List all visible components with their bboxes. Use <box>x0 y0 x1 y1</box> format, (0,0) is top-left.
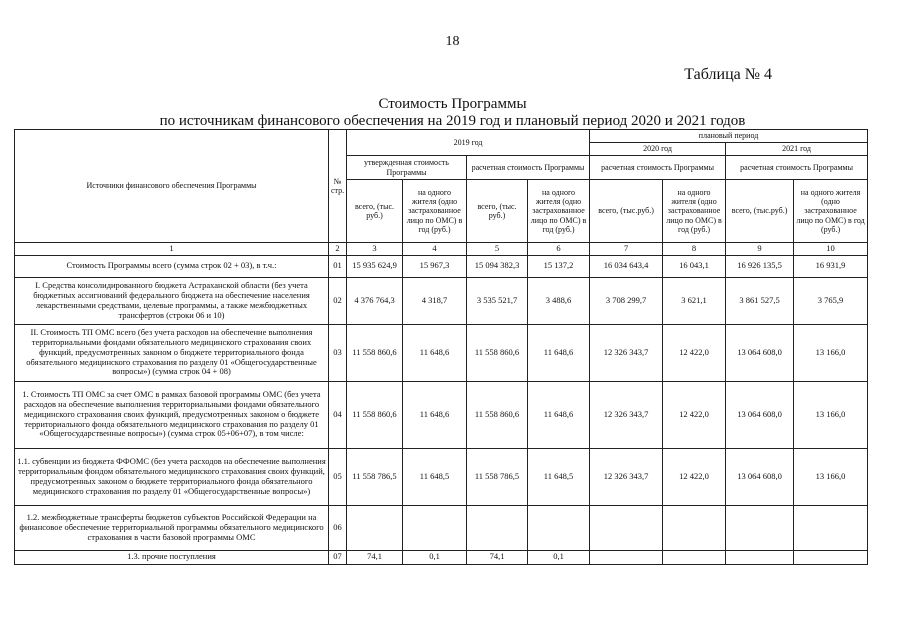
header-total-2019b: всего, (тыс. руб.) <box>467 180 528 243</box>
cell-value: 15 094 382,3 <box>467 255 528 277</box>
col-number: 7 <box>590 243 663 256</box>
cell-value <box>467 505 528 550</box>
col-number: 4 <box>403 243 467 256</box>
header-approved-cost: утвержденная стоимость Программы <box>347 156 467 180</box>
cell-value: 16 043,1 <box>663 255 726 277</box>
cell-value <box>403 505 467 550</box>
cell-value: 3 535 521,7 <box>467 277 528 324</box>
row-description: 1.3. прочие поступления <box>15 550 329 564</box>
cell-value: 13 166,0 <box>794 381 868 448</box>
cell-value <box>590 550 663 564</box>
cell-value: 15 935 624,9 <box>347 255 403 277</box>
cell-value <box>590 505 663 550</box>
header-total-2021: всего, (тыс.руб.) <box>726 180 794 243</box>
col-number: 5 <box>467 243 528 256</box>
cell-value: 13 166,0 <box>794 448 868 505</box>
cell-value: 4 376 764,3 <box>347 277 403 324</box>
cell-value: 74,1 <box>467 550 528 564</box>
col-number: 9 <box>726 243 794 256</box>
table-label: Таблица № 4 <box>684 66 772 83</box>
cell-value: 3 765,9 <box>794 277 868 324</box>
header-total-2019a: всего, (тыс. руб.) <box>347 180 403 243</box>
cell-value <box>347 505 403 550</box>
header-calc-cost-2021: расчетная стоимость Программы <box>726 156 868 180</box>
cell-value: 12 326 343,7 <box>590 324 663 381</box>
row-description: I. Средства консолидированного бюджета Астраханской области (без учета бюджетных ассигнований федерального бюджета на обеспечение населения лекарственными средствами, целевые программы, а также межбюджетных трансфертов (строки 06 и 10) <box>15 277 329 324</box>
header-source: Источники финансового обеспечения Программы <box>15 130 329 243</box>
table-row <box>15 381 868 448</box>
cell-value: 12 422,0 <box>663 448 726 505</box>
cell-value: 12 326 343,7 <box>590 381 663 448</box>
col-number: 6 <box>528 243 590 256</box>
row-description: II. Стоимость ТП ОМС всего (без учета расходов на обеспечение выполнения территориальными фондами обязательного медицинского страхования своих функций, предусмотренных законом о бюджете территориального фонда обязательного медицинского страхования по разделу 01 «Общегосударственные вопросы») (сумма строк 04 + 08) <box>15 324 329 381</box>
cell-value: 13 064 608,0 <box>726 381 794 448</box>
cell-value: 11 558 860,6 <box>347 381 403 448</box>
cell-value: 3 861 527,5 <box>726 277 794 324</box>
row-description: 1.1. субвенции из бюджета ФФОМС (без учета расходов на обеспечение выполнения территориальным фондом обязательного медицинского страхования своих функций, предусмотренных законом о бюджете территориального фонда обязательного медицинского страхования по разделу 01 «Общегосударственные вопросы») <box>15 448 329 505</box>
cell-value <box>794 505 868 550</box>
cell-value: 13 064 608,0 <box>726 324 794 381</box>
table-title: Стоимость Программы <box>378 96 527 112</box>
header-2019: 2019 год <box>347 130 590 156</box>
cell-value: 74,1 <box>347 550 403 564</box>
table-row <box>15 448 868 505</box>
table-row <box>15 255 868 277</box>
cell-value: 11 648,6 <box>403 381 467 448</box>
cell-value: 11 558 860,6 <box>347 324 403 381</box>
col-number: 10 <box>794 243 868 256</box>
cell-value: 12 326 343,7 <box>590 448 663 505</box>
cell-value: 11 648,5 <box>403 448 467 505</box>
cell-value: 16 931,9 <box>794 255 868 277</box>
table-row <box>15 324 868 381</box>
cell-value: 11 558 860,6 <box>467 381 528 448</box>
header-per-person-2020: на одного жителя (одно застрахованное лицо по ОМС) в год (руб.) <box>663 180 726 243</box>
table-row <box>15 277 868 324</box>
row-code: 06 <box>329 505 347 550</box>
col-number: 8 <box>663 243 726 256</box>
cell-value: 11 558 786,5 <box>467 448 528 505</box>
header-per-person-2021: на одного жителя (одно застрахованное лицо по ОМС) в год (руб.) <box>794 180 868 243</box>
cell-value: 12 422,0 <box>663 381 726 448</box>
cell-value: 11 648,6 <box>403 324 467 381</box>
table-row <box>15 550 868 564</box>
cell-value: 0,1 <box>528 550 590 564</box>
col-number: 2 <box>329 243 347 256</box>
cell-value: 12 422,0 <box>663 324 726 381</box>
cell-value: 3 621,1 <box>663 277 726 324</box>
table-subtitle: по источникам финансового обеспечения на 2019 год и плановый период 2020 и 2021 годов <box>159 113 746 129</box>
row-description: Стоимость Программы всего (сумма строк 02 + 03), в т.ч.: <box>15 255 329 277</box>
header-2021: 2021 год <box>726 143 868 156</box>
cell-value <box>663 550 726 564</box>
row-code: 02 <box>329 277 347 324</box>
cell-value <box>663 505 726 550</box>
cell-value: 15 967,3 <box>403 255 467 277</box>
row-code: 05 <box>329 448 347 505</box>
col-number: 1 <box>15 243 329 256</box>
cell-value: 16 034 643,4 <box>590 255 663 277</box>
row-code: 07 <box>329 550 347 564</box>
table-row <box>15 505 868 550</box>
page-number: 18 <box>445 34 460 49</box>
cell-value: 4 318,7 <box>403 277 467 324</box>
header-planned-period: плановый период <box>590 130 868 143</box>
cell-value <box>528 505 590 550</box>
cell-value: 0,1 <box>403 550 467 564</box>
row-code: 04 <box>329 381 347 448</box>
cell-value: 11 558 860,6 <box>467 324 528 381</box>
col-number: 3 <box>347 243 403 256</box>
header-total-2020: всего, (тыс.руб.) <box>590 180 663 243</box>
cell-value <box>726 550 794 564</box>
header-code: № стр. <box>329 130 347 243</box>
cell-value: 3 488,6 <box>528 277 590 324</box>
cell-value: 11 648,6 <box>528 381 590 448</box>
cell-value <box>726 505 794 550</box>
cell-value: 11 558 786,5 <box>347 448 403 505</box>
row-code: 01 <box>329 255 347 277</box>
row-description: 1.2. межбюджетные трансферты бюджетов субъектов Российской Федерации на финансовое обеспечение территориальной программы обязательного медицинского страхования в части базовой программы ОМС <box>15 505 329 550</box>
cost-table <box>14 129 868 565</box>
cell-value: 11 648,5 <box>528 448 590 505</box>
row-code: 03 <box>329 324 347 381</box>
cell-value: 13 166,0 <box>794 324 868 381</box>
row-description: 1. Стоимость ТП ОМС за счет ОМС в рамках базовой программы ОМС (без учета расходов на обеспечение выполнения территориальными фондами обязательного медицинского страхования своих функций, предусмотренных законом о бюджете территориального фонда обязательного медицинского страхования по разделу 01 «Общегосударственные вопросы») (сумма строк 05+06+07), в том числе: <box>15 381 329 448</box>
header-per-person-2019b: на одного жителя (одно застрахованное лицо по ОМС) в год (руб.) <box>528 180 590 243</box>
cell-value: 16 926 135,5 <box>726 255 794 277</box>
cell-value <box>794 550 868 564</box>
header-calc-cost-2020: расчетная стоимость Программы <box>590 156 726 180</box>
header-calc-cost: расчетная стоимость Программы <box>467 156 590 180</box>
cell-value: 11 648,6 <box>528 324 590 381</box>
cell-value: 3 708 299,7 <box>590 277 663 324</box>
cell-value: 15 137,2 <box>528 255 590 277</box>
header-2020: 2020 год <box>590 143 726 156</box>
cell-value: 13 064 608,0 <box>726 448 794 505</box>
header-per-person-2019a: на одного жителя (одно застрахованное лицо по ОМС) в год (руб.) <box>403 180 467 243</box>
